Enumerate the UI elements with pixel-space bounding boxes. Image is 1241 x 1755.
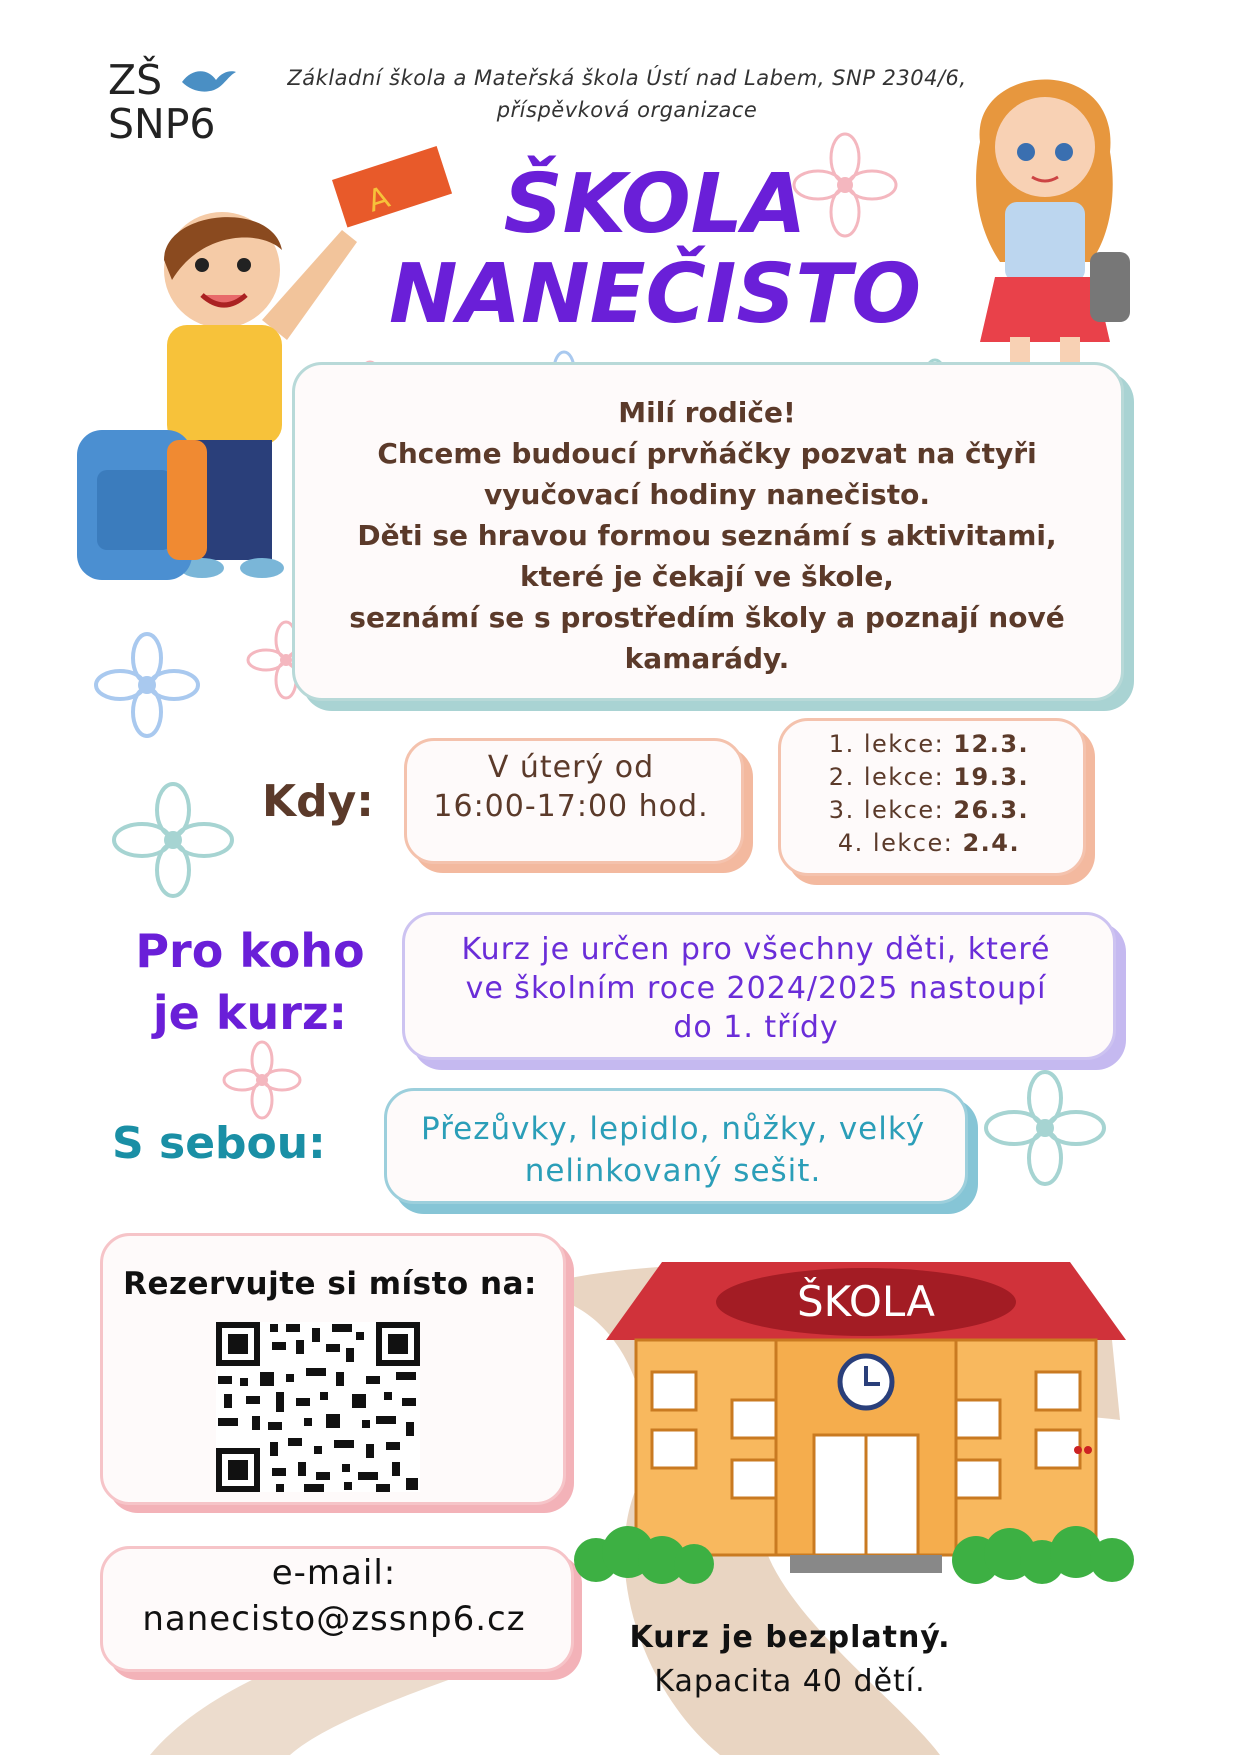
intro-line: seznámí se s prostředím školy a poznají nové	[349, 601, 1065, 634]
capacity-text: Kapacita 40 dětí.	[654, 1664, 926, 1699]
when-time: 16:00-17:00 hod.	[433, 789, 709, 824]
lesson-date: 19.3.	[953, 763, 1030, 791]
logo-text-snp6: SNP6	[108, 100, 216, 148]
organization-line-2: příspěvková organizace	[496, 98, 758, 122]
bird-logo-icon	[178, 62, 238, 102]
for-whom-text	[402, 930, 1110, 1047]
email-label: e-mail:	[271, 1553, 397, 1593]
school-building-illustration	[576, 1260, 1148, 1590]
lesson-item	[778, 794, 1080, 827]
blue-flower-icon	[92, 630, 202, 740]
page-title-line-2: NANEČISTO	[388, 247, 922, 342]
organization-name	[262, 62, 992, 126]
intro-text	[312, 392, 1102, 679]
intro-line: které je čekají ve škole,	[520, 560, 894, 593]
svg-text:A: A	[363, 179, 394, 220]
organization-line-1: Základní škola a Mateřská škola Ústí nad Labem, SNP 2304/6,	[287, 66, 967, 90]
for-whom-label-line-2: je kurz:	[152, 986, 348, 1040]
teal-flower-icon	[108, 780, 238, 900]
lessons-list	[778, 728, 1080, 860]
for-whom-line: do 1. třídy	[673, 1010, 839, 1045]
intro-greeting: Milí rodiče!	[618, 396, 796, 429]
email-address-link[interactable]: nanecisto@zssnp6.cz	[142, 1599, 526, 1639]
lesson-item	[778, 761, 1080, 794]
bring-line: nelinkovaný sešit.	[524, 1153, 822, 1189]
when-day: V úterý od	[487, 750, 655, 785]
lesson-item	[778, 728, 1080, 761]
page-title-line-1: ŠKOLA	[503, 157, 807, 252]
lesson-date: 26.3.	[953, 796, 1030, 824]
pink-flower-icon	[790, 130, 900, 240]
teal-flower-icon	[980, 1068, 1110, 1188]
intro-line: kamarády.	[624, 642, 790, 675]
intro-line: Chceme budoucí prvňáčky pozvat na čtyři	[377, 437, 1037, 470]
reservation-label: Rezervujte si místo na:	[123, 1266, 537, 1302]
bring-label: S sebou:	[112, 1118, 326, 1169]
school-sign-text: ŠKOLA	[796, 1277, 936, 1326]
for-whom-line: Kurz je určen pro všechny děti, které	[461, 932, 1051, 967]
when-text	[404, 748, 738, 826]
qr-code[interactable]	[216, 1322, 420, 1492]
lesson-date: 12.3.	[953, 730, 1030, 758]
intro-line: vyučovací hodiny nanečisto.	[484, 478, 930, 511]
bring-text	[384, 1108, 962, 1192]
email-block	[100, 1550, 568, 1642]
for-whom-label	[110, 920, 390, 1044]
lesson-name: 3. lekce:	[828, 796, 945, 824]
when-label: Kdy:	[262, 776, 374, 827]
lesson-name: 2. lekce:	[828, 763, 945, 791]
bring-line: Přezůvky, lepidlo, nůžky, velký	[420, 1111, 926, 1147]
logo-text-zs: ZŠ	[108, 56, 163, 104]
lesson-name: 4. lekce:	[837, 829, 954, 857]
lesson-item	[778, 827, 1080, 860]
lesson-date: 2.4.	[962, 829, 1021, 857]
intro-line: Děti se hravou formou seznámí s aktivitami,	[357, 519, 1057, 552]
for-whom-label-line-1: Pro koho	[135, 924, 365, 978]
lesson-name: 1. lekce:	[828, 730, 945, 758]
free-course-text: Kurz je bezplatný.	[629, 1620, 951, 1655]
for-whom-line: ve školním roce 2024/2025 nastoupí	[465, 971, 1047, 1006]
pink-flower-icon	[222, 1040, 302, 1120]
